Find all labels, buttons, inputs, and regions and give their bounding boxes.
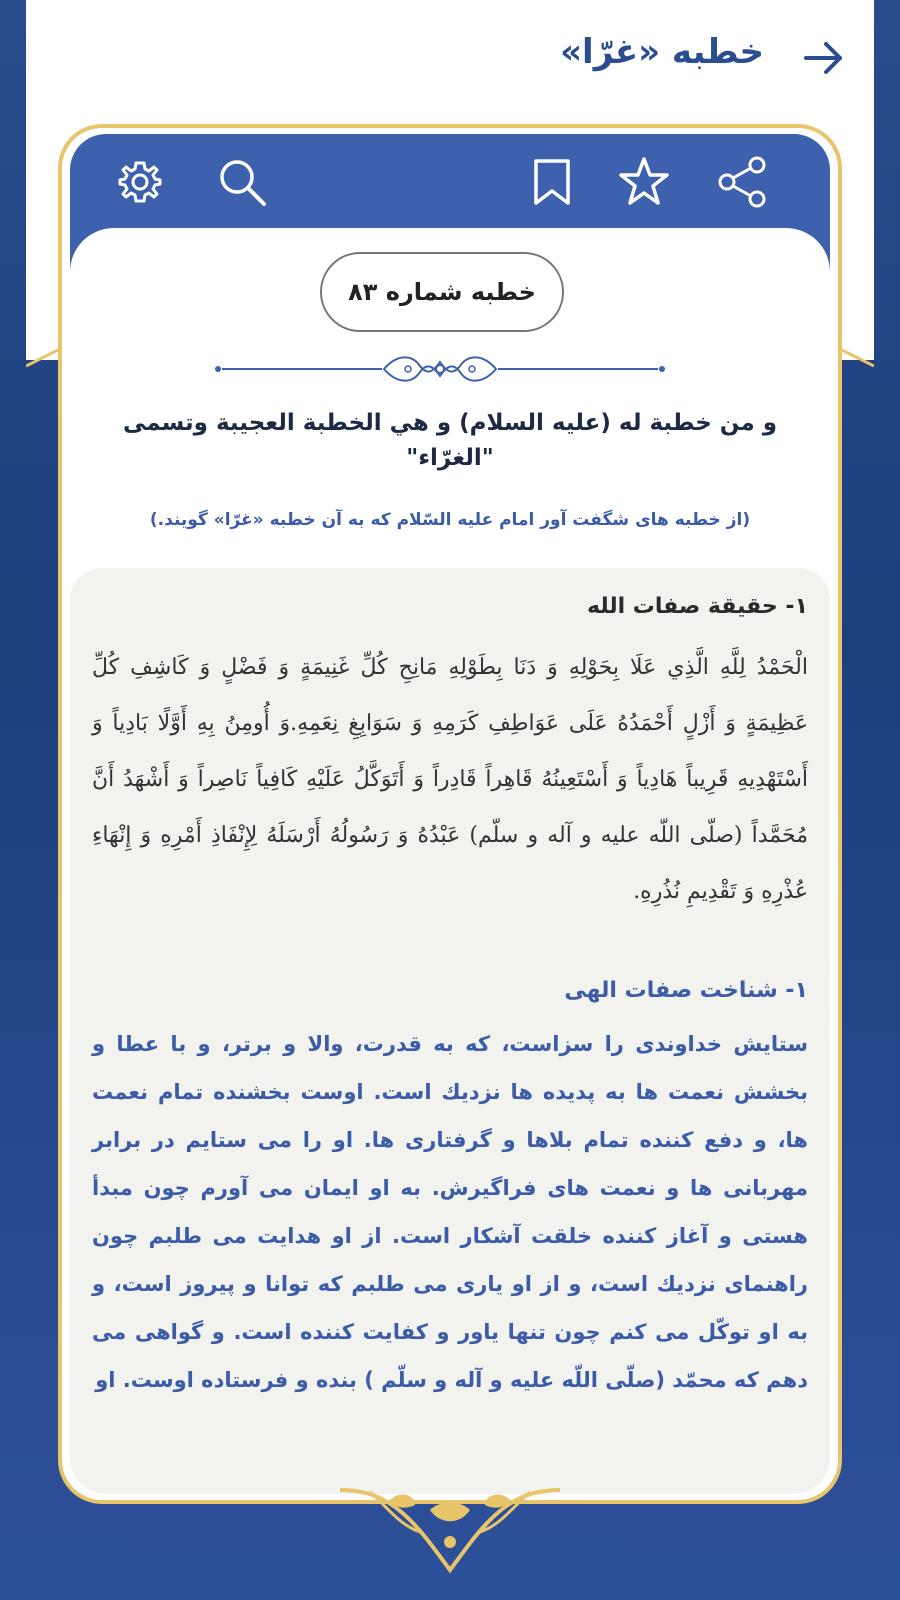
arabic-section-title: ۱- حقيقة صفات الله bbox=[587, 594, 808, 619]
bottom-ornament bbox=[330, 1470, 570, 1580]
arabic-text: الْحَمْدُ لِلَّهِ الَّذِي عَلَا بِحَوْلِهِ وَ دَنَا بِطَوْلِهِ مَانِحِ كُلِّ غَنِيمَةٍ وَ فَضْلٍ وَ كَاشِفِ كُلِّ عَظِيمَةٍ وَ أَزْلٍ أَحْمَدُهُ عَلَى عَوَاطِفِ كَرَمِهِ وَ سَوَابِغِ نِعَمِهِ.وَ أُومِنُ بِهِ أَوَّلًا بَادِياً وَ أَسْتَهْدِيهِ قَرِيباً هَادِياً وَ أَسْتَعِينُهُ قَاهِراً قَادِراً وَ أَتَوَكَّلُ عَلَيْهِ كَافِياً نَاصِراً وَ أَشْهَدُ أَنَّ مُحَمَّداً (صلّى اللّه عليه و آله و سلّم) عَبْدُهُ وَ رَسُولُهُ أَرْسَلَهُ لِإِنْفَاذِ أَمْرِهِ وَ إِنْهَاءِ عُذْرِهِ وَ تَقْدِيمِ نُذُرِهِ. bbox=[92, 655, 808, 904]
app-header bbox=[26, 0, 874, 120]
khutbah-number-badge: خطبه شماره ۸۳ bbox=[320, 252, 564, 332]
persian-subtitle: (از خطبه های شگفت آور امام عليه السّلام كه به آن خطبه «غرّا» گويند.) bbox=[149, 510, 751, 530]
divider-ornament bbox=[212, 352, 668, 386]
back-button[interactable] bbox=[794, 28, 854, 88]
share-icon bbox=[715, 155, 769, 209]
star-icon bbox=[617, 155, 671, 209]
khutbah-card bbox=[70, 134, 830, 1494]
gear-icon bbox=[116, 158, 164, 206]
share-button[interactable] bbox=[712, 152, 772, 212]
persian-section-title: ۱- شناخت صفات الهى bbox=[564, 978, 808, 1003]
search-button[interactable] bbox=[212, 152, 272, 212]
arrow-right-icon bbox=[802, 36, 846, 80]
favorite-button[interactable] bbox=[614, 152, 674, 212]
bookmark-button[interactable] bbox=[522, 152, 582, 212]
persian-text: ستايش خداوندى را سزاست، كه به قدرت، والا و برتر، و با عطا و بخشش نعمت ها به پديده ها نزديك است. اوست بخشنده تمام نعمت ها، و دفع كننده تمام بلاها و گرفتارى ها. او را مى ستايم در برابر مهربانى ها و نعمت هاى فراگيرش. به او ايمان مى آورم چون مبدأ هستى و آغاز كننده خلقت آشكار است. از او هدايت مى طلبم چون راهنماى نزديك است، و از او يارى مى طلبم كه توانا و پيروز است، و به او توكّل مى كنم چون تنها ياور و كفايت كننده است. و گواهى مى دهم كه محمّد (صلّى اللّه عليه و آله و سلّم ) بنده و فرستاده اوست. او bbox=[92, 1032, 808, 1392]
page-title: خطبه «غرّا» bbox=[560, 32, 764, 72]
bookmark-icon bbox=[530, 157, 574, 207]
settings-button[interactable] bbox=[110, 152, 170, 212]
arabic-heading: و من خطبة له (عليه السلام) و هي الخطبة العجيبة وتسمى "الغرّاء" bbox=[122, 410, 778, 471]
content-box bbox=[70, 568, 830, 1494]
search-icon bbox=[215, 155, 269, 209]
